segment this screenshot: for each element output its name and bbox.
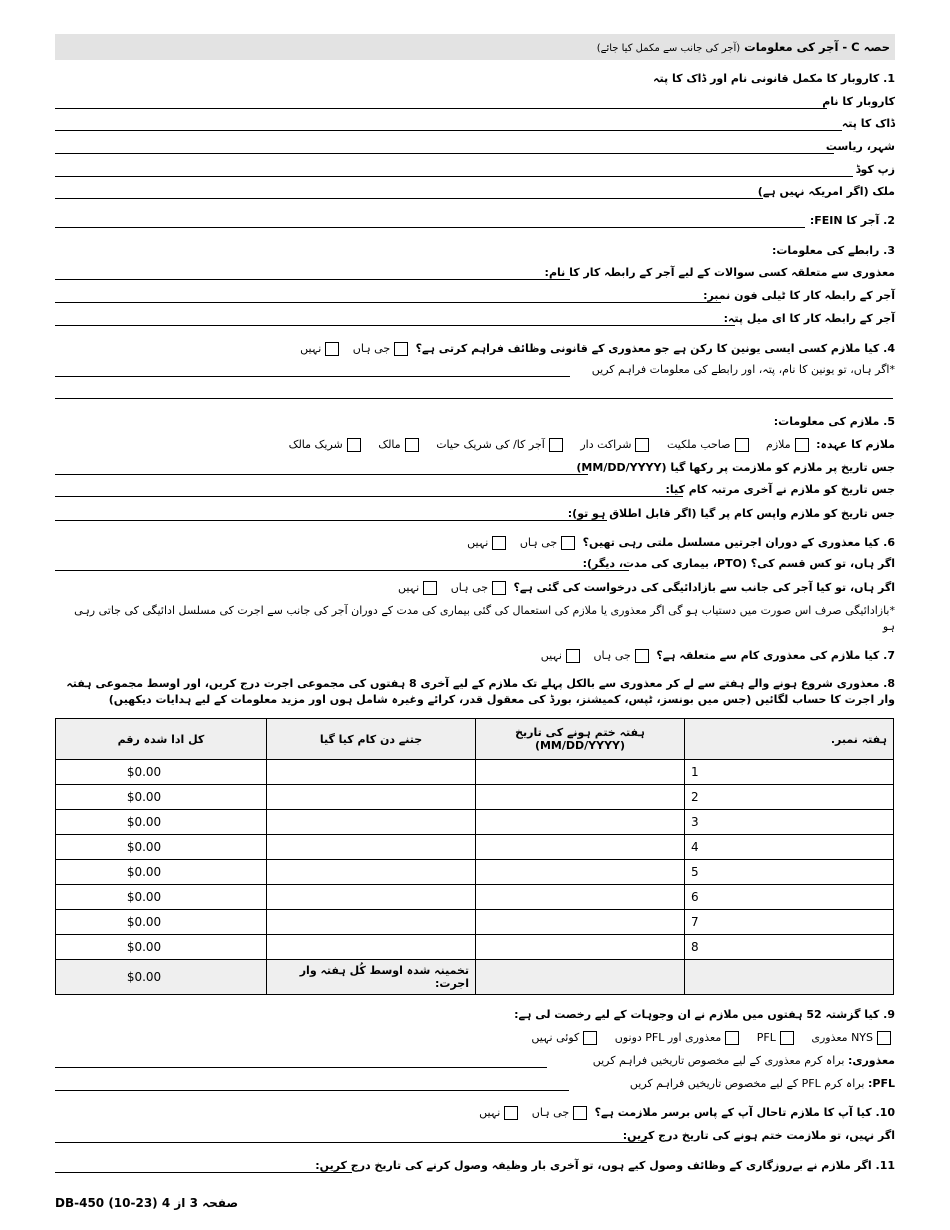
- form-page: [55, 34, 895, 1224]
- week-end-cell[interactable]: [476, 785, 685, 810]
- total-row: [56, 960, 894, 995]
- amount-cell[interactable]: $0.00: [56, 885, 267, 910]
- week-number: 1: [685, 760, 894, 785]
- q10-row: [55, 1106, 895, 1122]
- q10-question: 10. کیا آپ کا ملازم تاحال آپ کے پاس برسر ملازمت ہے؟: [594, 1106, 895, 1119]
- col-days-worked: جتنے دن کام کیا گیا: [267, 719, 476, 760]
- q10-yes-label: جی ہاں: [531, 1106, 570, 1119]
- both-label: معذوری اور PFL دونوں: [614, 1031, 722, 1044]
- wage-table-header: [56, 719, 894, 760]
- q4-row: [55, 342, 895, 358]
- union-info-field-2[interactable]: [55, 398, 893, 399]
- role-partner-label: شراکت دار: [580, 438, 632, 451]
- days-worked-cell[interactable]: [267, 785, 476, 810]
- wage-table: [55, 718, 894, 995]
- both-checkbox[interactable]: [725, 1031, 739, 1045]
- days-worked-cell[interactable]: [267, 835, 476, 860]
- days-worked-cell[interactable]: [267, 885, 476, 910]
- q6-question: 6. کیا معذوری کے دوران اجرتیں مسلسل ملتی رہی تھیں؟: [582, 536, 895, 549]
- days-worked-cell[interactable]: [267, 910, 476, 935]
- q7-row: [55, 649, 895, 665]
- role-proprietor-checkbox[interactable]: [735, 438, 749, 452]
- col-total-paid: کل ادا شدہ رقم: [56, 719, 267, 760]
- q8-text: 8. معذوری شروع ہونے والے ہفتے سے لے کر معذوری سے بالکل پہلے تک ملازم کے لیے آخری 8 ہفتوں کی مجموعی اجرت درج کریں، اور اوسط مجموعی ہفتہ وار اجرت کا حساب لگائیں (جس میں بونسز، ٹپس، کمیشنز، بورڈ کی معقول قدر، کرائے وغیرہ شامل ہوں اور مزید معلومات کے لیے ہدایات دیکھیں): [66, 677, 895, 706]
- contact-phone-label: آجر کے رابطہ کار کا ٹیلی فون نمبر:: [703, 289, 895, 302]
- role-label: ملازم کا عہدہ:: [816, 438, 895, 451]
- termination-date-label: اگر نہیں، تو ملازمت ختم ہونے کی تاریخ درج کریں:: [622, 1129, 895, 1142]
- reimb-yes-label: جی ہاں: [450, 581, 489, 594]
- contact-name-label: معذوری سے متعلقہ کسی سوالات کے لیے آجر کے رابطہ کار کا نام:: [544, 266, 895, 279]
- average-wage-label: تخمینہ شدہ اوسط کُل ہفتہ وار اجرت:: [267, 960, 476, 995]
- role-proprietor-label: صاحب ملکیت: [666, 438, 731, 451]
- reimb-yes-checkbox[interactable]: [492, 581, 506, 595]
- q10-no-checkbox[interactable]: [504, 1106, 518, 1120]
- table-row: [56, 760, 894, 785]
- amount-cell[interactable]: $0.00: [56, 935, 267, 960]
- week-number: 6: [685, 885, 894, 910]
- pfl-label: PFL: [756, 1031, 776, 1044]
- address-label: ڈاک کا پتہ: [841, 117, 895, 130]
- week-end-cell[interactable]: [476, 760, 685, 785]
- returned-date-label: جس تاریخ کو ملازم واپس کام پر گیا (اگر قابل اطلاق ہو تو):: [567, 507, 895, 520]
- table-row: [56, 935, 894, 960]
- reimbursement-row: [55, 581, 895, 597]
- none-label: کوئی نہیں: [531, 1031, 580, 1044]
- q7-question: 7. کیا ملازم کی معذوری کام سے متعلقہ ہے؟: [656, 649, 895, 662]
- city-state-label: شہر، ریاست: [825, 140, 895, 153]
- role-owner-checkbox[interactable]: [405, 438, 419, 452]
- q5-role-row: [55, 438, 895, 454]
- q6-note: *بازادائیگی صرف اس صورت میں دستیاب ہو گی اگر معذوری یا ملازم کی استعمال کی گئی بیماری کی مدت کے دوران آجر کی جانب سے اجرت کی مسلسل ادائیگی کی جاتی رہی ہو: [74, 604, 895, 633]
- week-number: 4: [685, 835, 894, 860]
- role-spouse-label: آجر کا/ کی شریک حیات: [436, 438, 545, 451]
- amount-cell[interactable]: $0.00: [56, 785, 267, 810]
- table-row: [56, 835, 894, 860]
- nys-disability-label: NYS معذوری: [811, 1031, 873, 1044]
- none-checkbox[interactable]: [583, 1031, 597, 1045]
- wage-type-label: اگر ہاں، تو کس قسم کی؟ (PTO، بیماری کی مدت، دیگر):: [582, 557, 895, 570]
- week-end-cell[interactable]: [476, 885, 685, 910]
- hire-date-label: جس تاریخ پر ملازم کو ملازمت پر رکھا گیا (MM/DD/YYYY): [576, 461, 895, 474]
- table-row: [56, 810, 894, 835]
- days-worked-cell[interactable]: [267, 760, 476, 785]
- table-row: [56, 885, 894, 910]
- q9-options: [55, 1031, 895, 1047]
- role-owner-label: مالک: [378, 438, 401, 451]
- page-footer: DB-450 (10-23) صفحہ 3 از 4: [55, 1196, 239, 1210]
- disability-dates-label: معذوری:: [847, 1054, 895, 1067]
- section-subtitle: (آجر کی جانب سے مکمل کیا جائے): [596, 43, 741, 54]
- q4-question: 4. کیا ملازم کسی ایسی یونین کا رکن ہے جو معذوری کے قانونی وظائف فراہم کرتی ہے؟: [415, 342, 895, 355]
- q11-question: 11. اگر ملازم نے بےروزگاری کے وظائف وصول کیے ہوں، تو آخری بار وظیفہ وصول کرنے کی تاریخ درج کریں:: [315, 1159, 895, 1172]
- q1-title: 1. کاروبار کا مکمل قانونی نام اور ڈاک کا پتہ: [653, 72, 895, 85]
- fein-label: 2. آجر کا FEIN:: [809, 214, 895, 227]
- disability-dates-row: [55, 1054, 895, 1070]
- q6-row: [55, 536, 895, 552]
- table-row: [56, 785, 894, 810]
- contact-email-label: آجر کے رابطہ کار کا ای میل پتہ:: [723, 312, 895, 325]
- week-end-cell[interactable]: [476, 860, 685, 885]
- col-week-end: ہفتہ ختم ہونے کی تاریخ (MM/DD/YYYY): [476, 719, 685, 760]
- week-end-cell[interactable]: [476, 835, 685, 860]
- q6-no-label: نہیں: [467, 536, 489, 549]
- week-number: 8: [685, 935, 894, 960]
- q4-no-checkbox[interactable]: [325, 342, 339, 356]
- table-row: [56, 910, 894, 935]
- week-end-cell[interactable]: [476, 810, 685, 835]
- amount-cell[interactable]: $0.00: [56, 760, 267, 785]
- pfl-dates-row: [55, 1077, 895, 1093]
- q7-no-checkbox[interactable]: [566, 649, 580, 663]
- disability-dates-text: براہ کرم معذوری کے لیے مخصوص تاریخیں فراہم کریں: [592, 1054, 845, 1067]
- amount-cell[interactable]: $0.00: [56, 810, 267, 835]
- q9-question: 9. کیا گزشتہ 52 ہفتوں میں ملازم نے ان وجوہات کے لیے رخصت لی ہے:: [514, 1008, 895, 1021]
- reimbursement-question: اگر ہاں، تو کیا آجر کی جانب سے بازادائیگی کی درخواست کی گئی ہے؟: [513, 581, 895, 594]
- q7-yes-label: جی ہاں: [593, 649, 631, 662]
- days-worked-cell[interactable]: [267, 935, 476, 960]
- week-end-cell[interactable]: [476, 910, 685, 935]
- days-worked-cell[interactable]: [267, 860, 476, 885]
- section-header: [55, 34, 895, 60]
- week-number: 3: [685, 810, 894, 835]
- pfl-dates-text: براہ کرم PFL کے لیے مخصوص تاریخیں فراہم کریں: [629, 1077, 865, 1090]
- q6-yes-checkbox[interactable]: [561, 536, 575, 550]
- q10-no-label: نہیں: [479, 1106, 501, 1119]
- q4-yes-checkbox[interactable]: [394, 342, 408, 356]
- q7-no-label: نہیں: [540, 649, 562, 662]
- days-worked-cell[interactable]: [267, 810, 476, 835]
- section-title: حصہ C - آجر کی معلومات: [744, 40, 890, 54]
- role-coowner-label: شریک مالک: [288, 438, 343, 451]
- q4-no-label: نہیں: [300, 342, 322, 355]
- q3-title: 3. رابطے کی معلومات:: [771, 244, 895, 257]
- total-empty-cell: [685, 960, 894, 995]
- role-partner-checkbox[interactable]: [635, 438, 649, 452]
- nys-disability-checkbox[interactable]: [877, 1031, 891, 1045]
- q10-yes-checkbox[interactable]: [573, 1106, 587, 1120]
- week-number: 7: [685, 910, 894, 935]
- week-end-cell[interactable]: [476, 935, 685, 960]
- q5-title: 5. ملازم کی معلومات:: [773, 415, 895, 428]
- q6-yes-label: جی ہاں: [519, 536, 558, 549]
- country-label: ملک (اگر امریکہ نہیں ہے): [757, 185, 895, 198]
- last-worked-label: جس تاریخ کو ملازم نے آخری مرتبہ کام کیا:: [665, 483, 895, 496]
- role-employee-checkbox[interactable]: [795, 438, 809, 452]
- table-row: [56, 860, 894, 885]
- q7-yes-checkbox[interactable]: [635, 649, 649, 663]
- week-number: 5: [685, 860, 894, 885]
- week-number: 2: [685, 785, 894, 810]
- role-spouse-checkbox[interactable]: [549, 438, 563, 452]
- q4-yes-label: جی ہاں: [352, 342, 391, 355]
- role-employee-label: ملازم: [766, 438, 791, 451]
- reimb-no-checkbox[interactable]: [423, 581, 437, 595]
- pfl-checkbox[interactable]: [780, 1031, 794, 1045]
- business-name-label: کاروبار کا نام: [822, 95, 895, 108]
- pfl-dates-label: PFL:: [868, 1077, 895, 1090]
- average-wage-value: $0.00: [56, 960, 267, 995]
- role-coowner-checkbox[interactable]: [347, 438, 361, 452]
- amount-cell[interactable]: $0.00: [56, 910, 267, 935]
- q4-note: *اگر ہاں، تو یونین کا نام، پتہ، اور رابطے کی معلومات فراہم کریں: [591, 363, 895, 376]
- reimb-no-label: نہیں: [398, 581, 420, 594]
- zip-label: زپ کوڈ: [855, 163, 895, 176]
- amount-cell[interactable]: $0.00: [56, 835, 267, 860]
- q6-no-checkbox[interactable]: [492, 536, 506, 550]
- col-week: ہفتہ نمبر.: [685, 719, 894, 760]
- amount-cell[interactable]: $0.00: [56, 860, 267, 885]
- total-empty-cell: [476, 960, 685, 995]
